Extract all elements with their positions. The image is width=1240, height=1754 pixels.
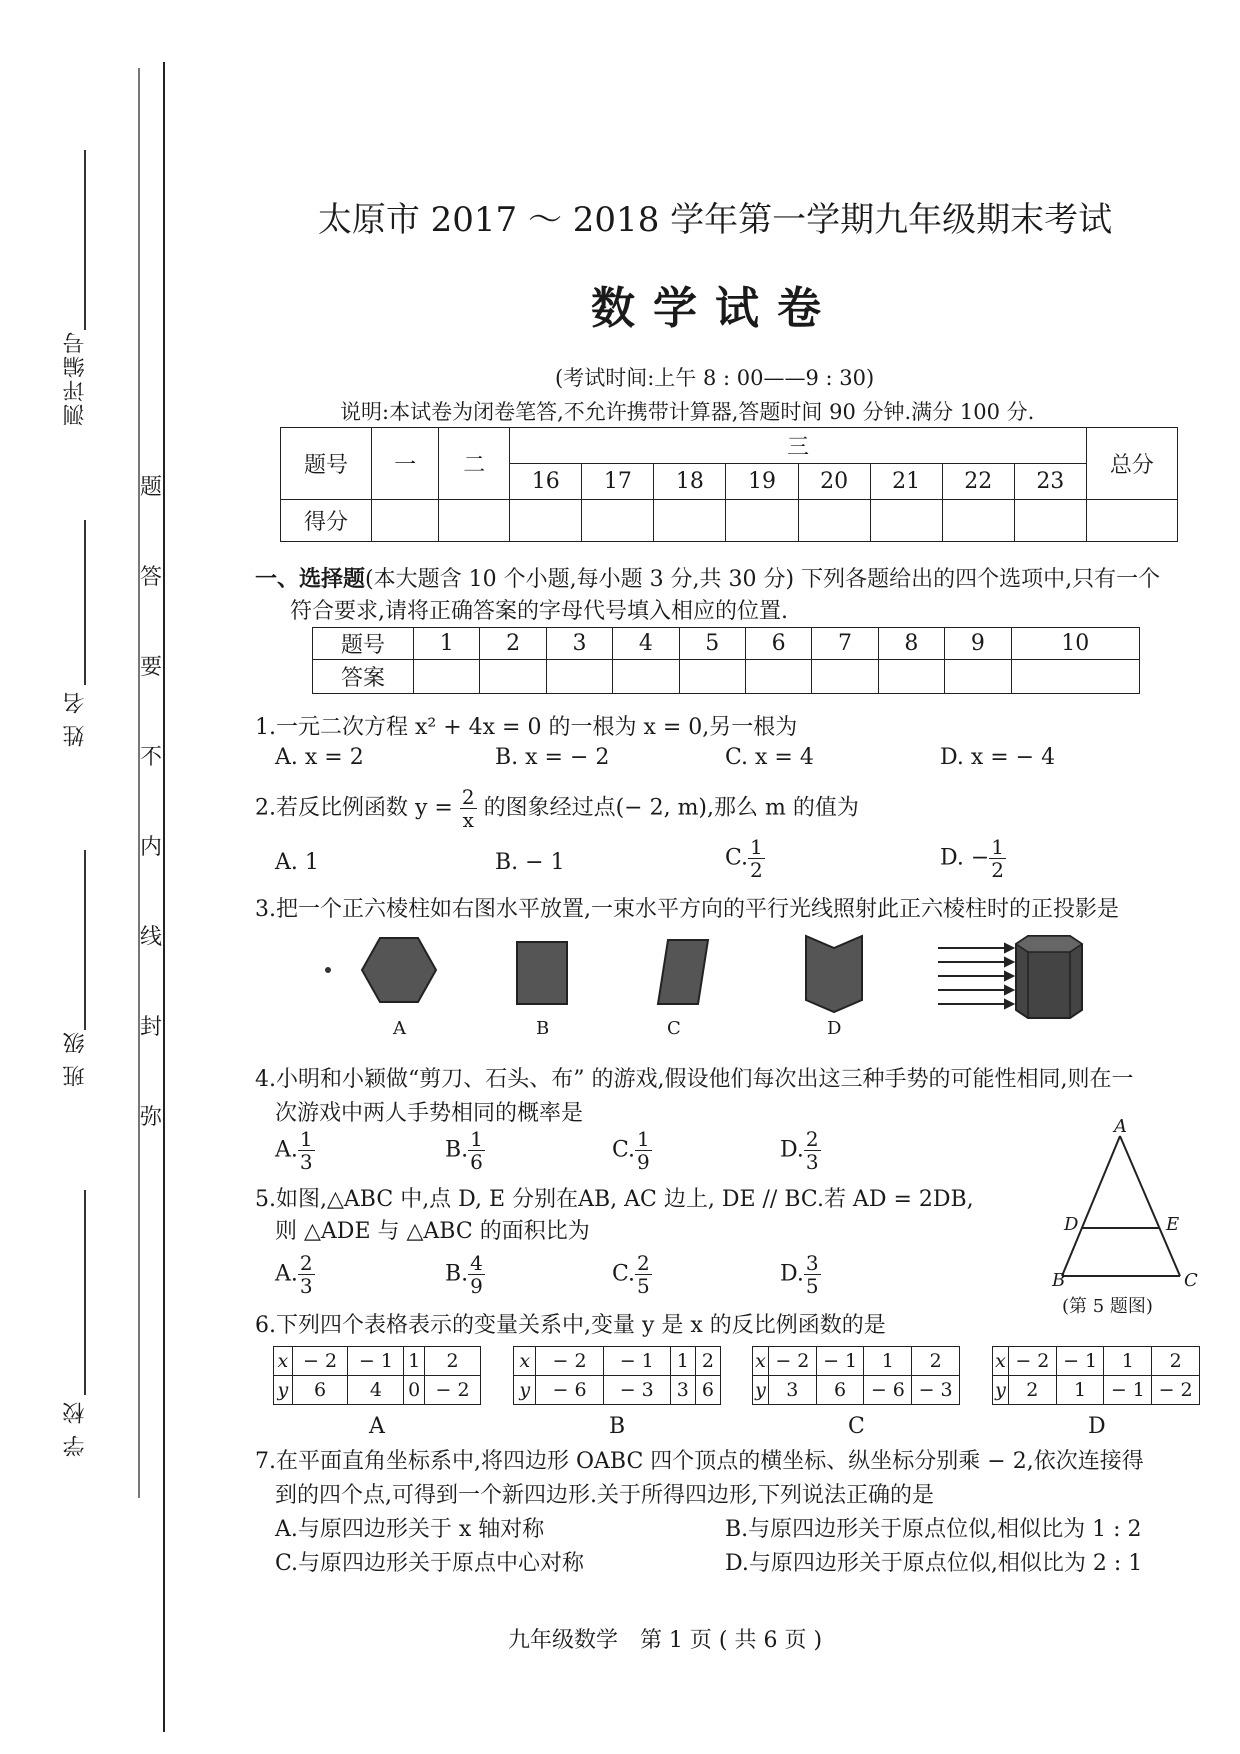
seal-char: 内 xyxy=(140,835,163,860)
answer-col: 4 xyxy=(613,628,679,660)
q6-cell: − 3 xyxy=(912,1376,960,1405)
q6-cell: − 1 xyxy=(816,1347,864,1376)
score-total-label: 总分 xyxy=(1086,428,1177,500)
q5-b-prefix: B. xyxy=(445,1261,469,1287)
q1-option-c: C. x = 4 xyxy=(725,745,814,770)
q4-d-frac xyxy=(804,1128,821,1173)
q5-a-n: 2 xyxy=(299,1251,313,1275)
q6-cell: y xyxy=(514,1376,536,1405)
q2-c-prefix: C. xyxy=(725,845,749,871)
q5-a-frac xyxy=(298,1252,315,1297)
score-cell[interactable] xyxy=(726,500,798,542)
q2-stem xyxy=(255,786,859,831)
q6-cell: 3 xyxy=(670,1376,695,1405)
exam-note: 说明:本试卷为闭卷笔答,不允许携带计算器,答题时间 90 分钟.满分 100 分. xyxy=(340,400,1035,424)
score-cell[interactable] xyxy=(1014,500,1086,542)
answer-cell[interactable] xyxy=(679,660,745,694)
q6-cell: − 2 xyxy=(425,1376,481,1405)
answer-cell[interactable] xyxy=(414,660,480,694)
q1-stem: 1.一元二次方程 x² + 4x = 0 的一根为 x = 0,另一根为 xyxy=(255,715,798,740)
q5-c-frac xyxy=(635,1252,652,1297)
q5-c-prefix: C. xyxy=(612,1261,636,1287)
answer-cell[interactable] xyxy=(546,660,612,694)
label-exam-number: 测评编号 xyxy=(63,330,88,426)
q2-fraction xyxy=(460,786,477,831)
q7-option-c: C.与原四边形关于原点中心对称 xyxy=(275,1551,585,1576)
q2-d-n: 1 xyxy=(991,835,1005,859)
q5-vertex-a: A xyxy=(1114,1116,1127,1137)
q6-label-b: B xyxy=(609,1414,626,1439)
q3-hexagonal-prism xyxy=(1016,936,1082,1018)
seal-char: 不 xyxy=(140,745,163,770)
q6-cell: x xyxy=(274,1347,293,1376)
q4-c-prefix: C. xyxy=(612,1137,636,1163)
q7-stem1: 7.在平面直角坐标系中,将四边形 OABC 四个顶点的横坐标、纵坐标分别乘 − 2,依次连接得 xyxy=(255,1449,1144,1474)
q4-d-n: 2 xyxy=(805,1127,819,1151)
answer-row-label: 题号 xyxy=(313,628,414,660)
score-sub-col: 21 xyxy=(870,464,942,500)
q6-cell: − 6 xyxy=(536,1376,603,1405)
q7-stem2: 到的四个点,可得到一个新四边形.关于所得四边形,下列说法正确的是 xyxy=(275,1483,934,1508)
score-sub-col: 18 xyxy=(654,464,726,500)
score-row2-label: 得分 xyxy=(281,500,372,542)
q6-table-c xyxy=(752,1346,960,1405)
score-sub-col: 16 xyxy=(510,464,582,500)
field-school[interactable] xyxy=(84,1190,86,1395)
q6-cell: x xyxy=(753,1347,769,1376)
answer-col: 1 xyxy=(414,628,480,660)
q6-table-d xyxy=(992,1346,1200,1405)
q6-cell: − 1 xyxy=(348,1347,404,1376)
score-cell[interactable] xyxy=(510,500,582,542)
label-class: 班 级 xyxy=(63,1030,88,1087)
q5-option-c xyxy=(612,1252,652,1297)
q5-b-n: 4 xyxy=(470,1251,483,1275)
q5-figure-caption: (第 5 题图) xyxy=(1062,1296,1153,1317)
q4-d-prefix: D. xyxy=(780,1137,804,1163)
q6-cell: − 2 xyxy=(1152,1376,1200,1405)
page-footer: 九年级数学 第 1 页 ( 共 6 页 ) xyxy=(507,1628,823,1653)
score-sub-col: 22 xyxy=(942,464,1014,500)
q5-a-prefix: A. xyxy=(275,1261,298,1287)
answer-cell[interactable] xyxy=(945,660,1011,694)
seal-char: 题 xyxy=(140,475,163,500)
q5-vertex-b: B xyxy=(1052,1270,1066,1291)
field-name[interactable] xyxy=(84,520,86,685)
q4-a-prefix: A. xyxy=(275,1137,298,1163)
answer-table xyxy=(312,627,1140,694)
q6-cell: 2 xyxy=(1008,1376,1056,1405)
field-exam-number[interactable] xyxy=(84,150,86,330)
q6-cell: y xyxy=(753,1376,769,1405)
q2-c-n: 1 xyxy=(750,835,763,859)
exam-title: 太原市 2017 ～ 2018 学年第一学期九年级期末考试 xyxy=(317,200,1113,240)
q6-stem: 6.下列四个表格表示的变量关系中,变量 y 是 x 的反比例函数的是 xyxy=(255,1313,886,1338)
q6-cell: 3 xyxy=(768,1376,816,1405)
q6-cell: 1 xyxy=(670,1347,695,1376)
q3-label-c: C xyxy=(667,1018,681,1039)
q2-option-a: A. 1 xyxy=(275,850,319,875)
q3-figures xyxy=(310,930,1090,1030)
q5-vertex-c: C xyxy=(1184,1270,1198,1291)
q4-d-d: 3 xyxy=(805,1150,819,1174)
answer-cell[interactable] xyxy=(1011,660,1139,694)
score-row-label: 题号 xyxy=(281,428,372,500)
q6-label-d: D xyxy=(1088,1414,1106,1439)
q5-d-frac xyxy=(804,1252,821,1297)
q4-stem1: 4.小明和小颖做“剪刀、石头、布” 的游戏,假设他们每次出这三种手势的可能性相同,则在一 xyxy=(255,1067,1134,1092)
seal-char: 要 xyxy=(140,655,163,680)
q5-b-frac xyxy=(468,1252,485,1297)
q4-stem2: 次游戏中两人手势相同的概率是 xyxy=(275,1101,584,1126)
q2-stem-pre: 2.若反比例函数 y = xyxy=(255,795,453,821)
q1-option-a: A. x = 2 xyxy=(275,745,364,770)
q7-option-d: D.与原四边形关于原点位似,相似比为 2 : 1 xyxy=(725,1551,1143,1576)
seal-char: 弥 xyxy=(140,1105,163,1130)
q6-cell: 4 xyxy=(348,1376,404,1405)
q6-cell: 1 xyxy=(1104,1347,1152,1376)
q3-option-b-rectangle xyxy=(517,942,567,1004)
q4-option-b xyxy=(445,1128,485,1173)
score-sub-col: 23 xyxy=(1014,464,1086,500)
q6-table-a xyxy=(273,1346,481,1405)
q6-cell: − 2 xyxy=(1008,1347,1056,1376)
q6-label-c: C xyxy=(848,1414,865,1439)
seal-char: 线 xyxy=(140,925,163,950)
q2-d-d: 2 xyxy=(991,858,1005,882)
answer-cell[interactable] xyxy=(480,660,546,694)
q6-cell: 2 xyxy=(1152,1347,1200,1376)
answer-col: 9 xyxy=(945,628,1011,660)
score-cell[interactable] xyxy=(439,500,510,542)
q6-cell: x xyxy=(514,1347,536,1376)
answer-col: 6 xyxy=(745,628,811,660)
exam-subtitle: 数学试卷 xyxy=(591,283,839,334)
q5-option-a xyxy=(275,1252,315,1297)
q2-d-prefix: D. − xyxy=(940,845,990,871)
q6-cell: 6 xyxy=(695,1376,720,1405)
answer-cell[interactable] xyxy=(812,660,878,694)
answer-col: 7 xyxy=(812,628,878,660)
section1-heading: 一、选择题 xyxy=(255,566,366,592)
section1-line1 xyxy=(255,562,1160,593)
score-cell[interactable] xyxy=(1086,500,1177,542)
q3-stem: 3.把一个正六棱柱如右图水平放置,一束水平方向的平行光线照射此正六棱柱时的正投影是 xyxy=(255,897,1119,922)
q4-option-a xyxy=(275,1128,315,1173)
label-name: 姓 名 xyxy=(63,690,88,747)
q6-cell: − 2 xyxy=(768,1347,816,1376)
q2-option-b: B. − 1 xyxy=(495,850,565,875)
q6-cell: − 3 xyxy=(603,1376,670,1405)
q4-a-n: 1 xyxy=(299,1127,313,1151)
q2-c-d: 2 xyxy=(750,858,763,882)
q4-b-prefix: B. xyxy=(445,1137,469,1163)
q3-option-c-parallelogram xyxy=(658,940,708,1004)
q4-option-d xyxy=(780,1128,821,1173)
q6-cell: 2 xyxy=(695,1347,720,1376)
q5-c-n: 2 xyxy=(637,1251,650,1275)
q6-cell: x xyxy=(993,1347,1009,1376)
q6-cell: 1 xyxy=(404,1347,425,1376)
q5-c-d: 5 xyxy=(637,1274,650,1298)
field-class[interactable] xyxy=(84,850,86,1030)
q3-dot xyxy=(325,967,331,973)
q5-d-n: 3 xyxy=(805,1251,819,1275)
q6-cell: 1 xyxy=(864,1347,912,1376)
score-col-3: 三 xyxy=(510,428,1087,464)
q6-cell: − 1 xyxy=(1104,1376,1152,1405)
answer-col: 8 xyxy=(878,628,944,660)
q6-label-a: A xyxy=(369,1414,385,1439)
q6-cell: 6 xyxy=(292,1376,348,1405)
score-sub-col: 17 xyxy=(582,464,654,500)
score-cell[interactable] xyxy=(582,500,654,542)
q3-light-rays xyxy=(938,944,1013,1008)
q6-cell: 2 xyxy=(425,1347,481,1376)
q2-option-d xyxy=(940,836,1006,881)
section1-desc2: 符合要求,请将正确答案的字母代号填入相应的位置. xyxy=(290,599,788,624)
q4-a-d: 3 xyxy=(299,1150,313,1174)
q6-cell: 0 xyxy=(404,1376,425,1405)
q2-frac-d: x xyxy=(462,808,474,832)
q6-cell: − 1 xyxy=(603,1347,670,1376)
answer-col: 3 xyxy=(546,628,612,660)
q3-option-a-hexagon xyxy=(362,938,436,1002)
seal-char: 封 xyxy=(140,1015,163,1040)
q7-option-b: B.与原四边形关于原点位似,相似比为 1 : 2 xyxy=(725,1517,1142,1542)
answer-col: 2 xyxy=(480,628,546,660)
score-cell[interactable] xyxy=(798,500,870,542)
section1-desc1: (本大题含 10 个小题,每小题 3 分,共 30 分) 下列各题给出的四个选项中,只有一个 xyxy=(365,567,1161,592)
answer-row2-label: 答案 xyxy=(313,660,414,694)
q4-b-d: 6 xyxy=(470,1150,483,1174)
score-sub-col: 19 xyxy=(726,464,798,500)
q3-label-a: A xyxy=(393,1018,406,1039)
exam-time: (考试时间:上午 8 : 00——9 : 30) xyxy=(555,366,875,390)
q4-b-n: 1 xyxy=(470,1127,483,1151)
score-cell[interactable] xyxy=(942,500,1014,542)
q3-label-b: B xyxy=(536,1018,550,1039)
q5-option-d xyxy=(780,1252,821,1297)
q5-stem1: 5.如图,△ABC 中,点 D, E 分别在AB, AC 边上, DE // BC.若 AD = 2DB, xyxy=(255,1187,974,1212)
q4-option-c xyxy=(612,1128,652,1173)
label-school: 学 校 xyxy=(63,1400,88,1457)
answer-cell[interactable] xyxy=(745,660,811,694)
q3-option-d-prism-view xyxy=(806,936,862,1012)
score-col-2: 二 xyxy=(439,428,510,500)
q6-cell: y xyxy=(274,1376,293,1405)
score-sub-col: 20 xyxy=(798,464,870,500)
q6-table-b xyxy=(513,1346,721,1405)
q7-option-a: A.与原四边形关于 x 轴对称 xyxy=(275,1517,545,1542)
q4-c-frac xyxy=(635,1128,652,1173)
q6-cell: y xyxy=(993,1376,1009,1405)
q3-label-d: D xyxy=(827,1018,842,1039)
q6-cell: − 2 xyxy=(292,1347,348,1376)
q5-option-b xyxy=(445,1252,485,1297)
q6-cell: − 1 xyxy=(1056,1347,1104,1376)
q4-c-n: 1 xyxy=(637,1127,650,1151)
q4-b-frac xyxy=(468,1128,485,1173)
score-col-1: 一 xyxy=(372,428,439,500)
q2-d-frac xyxy=(989,836,1006,881)
q2-c-frac xyxy=(748,836,765,881)
answer-col: 5 xyxy=(679,628,745,660)
q5-d-prefix: D. xyxy=(780,1261,804,1287)
score-cell[interactable] xyxy=(372,500,439,542)
q5-vertex-d: D xyxy=(1064,1214,1079,1235)
q2-stem-post: 的图象经过点(− 2, m),那么 m 的值为 xyxy=(483,795,859,821)
q4-a-frac xyxy=(298,1128,315,1173)
q4-c-d: 9 xyxy=(637,1150,650,1174)
answer-cell[interactable] xyxy=(878,660,944,694)
answer-cell[interactable] xyxy=(613,660,679,694)
score-cell[interactable] xyxy=(654,500,726,542)
q1-option-b: B. x = − 2 xyxy=(495,745,610,770)
q5-vertex-e: E xyxy=(1166,1214,1180,1235)
score-cell[interactable] xyxy=(870,500,942,542)
score-table xyxy=(280,427,1178,542)
q6-cell: 1 xyxy=(1056,1376,1104,1405)
q2-frac-n: 2 xyxy=(461,785,475,809)
q1-option-d: D. x = − 4 xyxy=(940,745,1056,770)
answer-col: 10 xyxy=(1011,628,1139,660)
q5-stem2: 则 △ADE 与 △ABC 的面积比为 xyxy=(275,1219,590,1244)
q6-cell: 6 xyxy=(816,1376,864,1405)
q6-cell: − 2 xyxy=(536,1347,603,1376)
q5-a-d: 3 xyxy=(299,1274,313,1298)
q5-b-d: 9 xyxy=(470,1274,483,1298)
q6-cell: 2 xyxy=(912,1347,960,1376)
seal-char: 答 xyxy=(140,565,163,590)
q5-d-d: 5 xyxy=(805,1274,819,1298)
q2-option-c xyxy=(725,836,765,881)
q6-cell: − 6 xyxy=(864,1376,912,1405)
